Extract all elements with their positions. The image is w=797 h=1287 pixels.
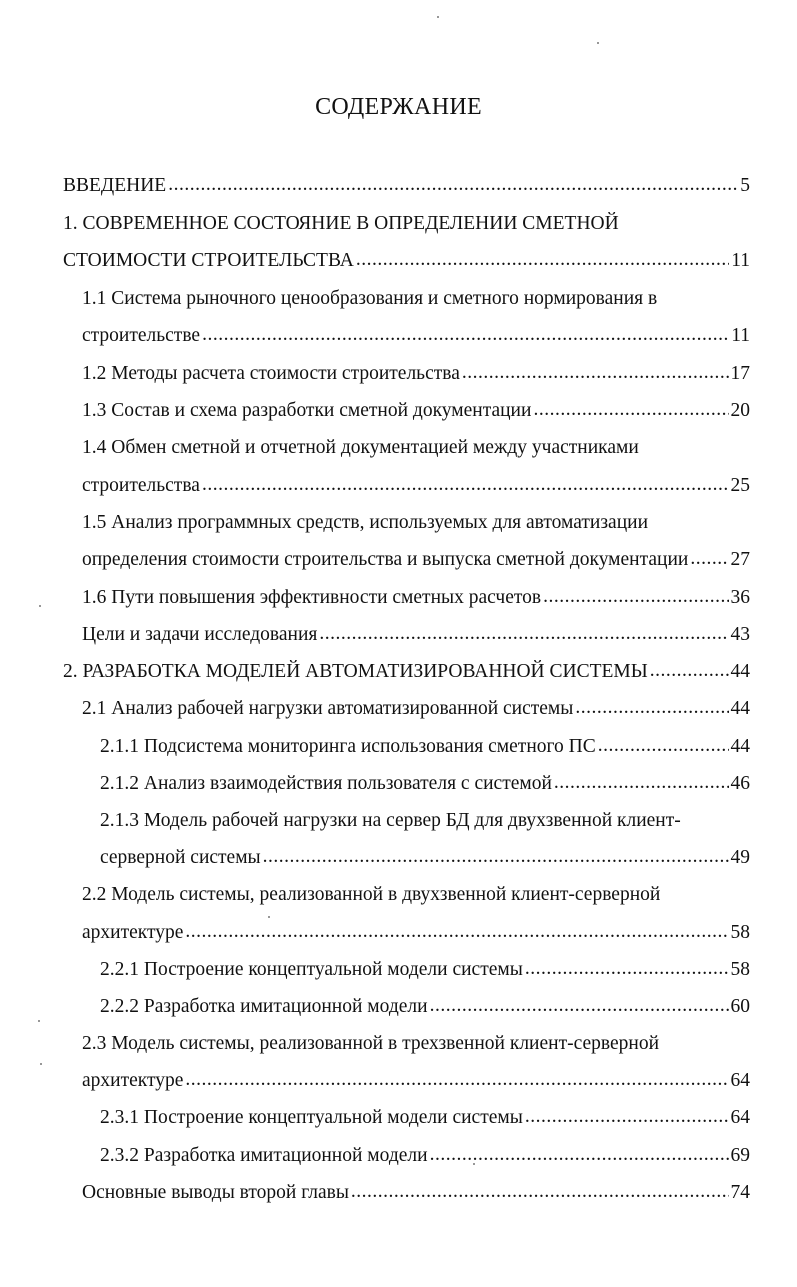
toc-entry-2-1-3-line2[interactable] bbox=[100, 846, 750, 870]
scan-speck bbox=[437, 16, 439, 18]
toc-entry-text: строительства bbox=[82, 475, 200, 496]
toc-page-number: 5 bbox=[740, 175, 750, 196]
toc-dot-leader bbox=[430, 994, 729, 1018]
toc-page-number: 58 bbox=[730, 922, 750, 943]
toc-entry-2-2-1[interactable] bbox=[100, 958, 750, 982]
toc-entry-2-3-line2[interactable] bbox=[82, 1069, 750, 1093]
toc-entry-text: 2.1.2 Анализ взаимодействия пользователя с системой bbox=[100, 773, 552, 794]
toc-dot-leader bbox=[690, 547, 728, 571]
toc-dot-leader bbox=[543, 585, 728, 609]
toc-entry-1-5-line2[interactable] bbox=[82, 548, 750, 572]
toc-dot-leader bbox=[462, 361, 729, 385]
toc-entry-introduction[interactable] bbox=[63, 174, 750, 198]
toc-entry-1-1-line2[interactable] bbox=[82, 324, 750, 348]
toc-entry-1-1-line1[interactable] bbox=[82, 287, 657, 311]
toc-entry-text: 1.1 Система рыночного ценообразования и сметного нормирования в bbox=[82, 288, 658, 309]
toc-entry-text: архитектуре bbox=[82, 1070, 184, 1091]
scan-speck bbox=[39, 605, 41, 607]
toc-page-number: 27 bbox=[730, 549, 750, 570]
toc-page-number: 20 bbox=[730, 400, 750, 421]
toc-entry-1-4-line2[interactable] bbox=[82, 474, 750, 498]
toc-page-number: 58 bbox=[730, 959, 750, 980]
toc-dot-leader bbox=[263, 845, 729, 869]
toc-entry-text: 1.4 Обмен сметной и отчетной документацией между участниками bbox=[82, 437, 639, 458]
toc-entry-chapter-2[interactable] bbox=[63, 660, 750, 684]
toc-entry-text: 2.3.2 Разработка имитационной модели bbox=[100, 1145, 428, 1166]
toc-entry-text: 2.3.1 Построение концептуальной модели системы bbox=[100, 1107, 523, 1128]
toc-entry-text: Цели и задачи исследования bbox=[82, 624, 318, 645]
toc-page-number: 69 bbox=[730, 1145, 750, 1166]
toc-entry-2-2-line2[interactable] bbox=[82, 921, 750, 945]
toc-entry-chapter-1-line1[interactable] bbox=[63, 212, 619, 236]
scan-speck bbox=[473, 1163, 475, 1165]
toc-entry-chapter-2-conclusions[interactable] bbox=[82, 1181, 750, 1205]
scan-speck bbox=[597, 42, 599, 44]
toc-dot-leader bbox=[356, 248, 729, 272]
scan-speck bbox=[268, 916, 270, 918]
toc-dot-leader bbox=[319, 622, 728, 646]
toc-entry-goals[interactable] bbox=[82, 623, 750, 647]
toc-entry-1-3[interactable] bbox=[82, 399, 750, 423]
toc-entry-text: серверной системы bbox=[100, 847, 261, 868]
toc-dot-leader bbox=[202, 323, 729, 347]
toc-page-number: 25 bbox=[730, 475, 750, 496]
toc-entry-1-6[interactable] bbox=[82, 586, 750, 610]
toc-dot-leader bbox=[533, 398, 728, 422]
toc-entry-2-3-line1[interactable] bbox=[82, 1032, 659, 1056]
toc-entry-text: Основные выводы второй главы bbox=[82, 1182, 349, 1203]
toc-page-number: 36 bbox=[730, 587, 750, 608]
toc-page-number: 44 bbox=[730, 698, 750, 719]
toc-dot-leader bbox=[598, 734, 729, 758]
toc-page-number: 46 bbox=[730, 773, 750, 794]
toc-entry-text: 2.1.1 Подсистема мониторинга использования сметного ПС bbox=[100, 736, 596, 757]
toc-entry-text: ВВЕДЕНИЕ bbox=[63, 175, 167, 196]
toc-entry-text: 2.1 Анализ рабочей нагрузки автоматизированной системы bbox=[82, 698, 574, 719]
page-title: СОДЕРЖАНИЕ bbox=[315, 94, 482, 120]
toc-page-number: 43 bbox=[730, 624, 750, 645]
toc-dot-leader bbox=[185, 1068, 728, 1092]
toc-entry-text: архитектуре bbox=[82, 922, 184, 943]
toc-dot-leader bbox=[554, 771, 729, 795]
toc-dot-leader bbox=[650, 659, 729, 683]
toc-entry-2-2-line1[interactable] bbox=[82, 883, 660, 907]
toc-dot-leader bbox=[351, 1180, 729, 1204]
toc-dot-leader bbox=[168, 173, 738, 197]
toc-entry-1-5-line1[interactable] bbox=[82, 511, 648, 535]
toc-entry-text: 1.2 Методы расчета стоимости строительства bbox=[82, 363, 460, 384]
toc-entry-2-1-2[interactable] bbox=[100, 772, 750, 796]
toc-entry-2-3-1[interactable] bbox=[100, 1106, 750, 1130]
toc-page-number: 11 bbox=[731, 250, 750, 271]
toc-page-number: 44 bbox=[730, 661, 750, 682]
toc-entry-text: 2.3 Модель системы, реализованной в трехзвенной клиент-серверной bbox=[82, 1033, 660, 1054]
toc-entry-text: 1.6 Пути повышения эффективности сметных расчетов bbox=[82, 587, 542, 608]
toc-entry-text: СТОИМОСТИ СТРОИТЕЛЬСТВА bbox=[63, 250, 354, 271]
toc-entry-2-1-3-line1[interactable] bbox=[100, 809, 681, 833]
toc-page-number: 60 bbox=[730, 996, 750, 1017]
toc-entry-text: 2.1.3 Модель рабочей нагрузки на сервер БД для двухзвенной клиент- bbox=[100, 810, 681, 831]
toc-entry-2-3-2[interactable] bbox=[100, 1144, 750, 1168]
toc-entry-text: 2.2.1 Построение концептуальной модели системы bbox=[100, 959, 523, 980]
toc-entry-chapter-1-line2[interactable] bbox=[63, 249, 750, 273]
toc-entry-text: определения стоимости строительства и выпуска сметной документации bbox=[82, 549, 689, 570]
toc-dot-leader bbox=[575, 696, 728, 720]
toc-entry-text: 1.3 Состав и схема разработки сметной документации bbox=[82, 400, 532, 421]
toc-page-number: 44 bbox=[730, 736, 750, 757]
toc-page-number: 64 bbox=[730, 1107, 750, 1128]
toc-page-number: 11 bbox=[731, 325, 750, 346]
toc-entry-text: строительстве bbox=[82, 325, 201, 346]
scan-speck bbox=[40, 1063, 42, 1065]
toc-page-number: 74 bbox=[730, 1182, 750, 1203]
toc-entry-2-1-1[interactable] bbox=[100, 735, 750, 759]
toc-dot-leader bbox=[525, 957, 729, 981]
toc-entry-2-2-2[interactable] bbox=[100, 995, 750, 1019]
toc-dot-leader bbox=[525, 1105, 729, 1129]
toc-dot-leader bbox=[202, 473, 729, 497]
toc-entry-text: 2.2 Модель системы, реализованной в двухзвенной клиент-серверной bbox=[82, 884, 661, 905]
toc-entry-text: 2.2.2 Разработка имитационной модели bbox=[100, 996, 428, 1017]
toc-entry-1-2[interactable] bbox=[82, 362, 750, 386]
scan-speck bbox=[38, 1020, 40, 1022]
toc-entry-text: 1. СОВРЕМЕННОЕ СОСТОЯНИЕ В ОПРЕДЕЛЕНИИ СМЕТНОЙ bbox=[63, 213, 619, 234]
toc-entry-2-1[interactable] bbox=[82, 697, 750, 721]
toc-page-number: 49 bbox=[730, 847, 750, 868]
toc-page-number: 17 bbox=[730, 363, 750, 384]
toc-entry-text: 1.5 Анализ программных средств, используемых для автоматизации bbox=[82, 512, 649, 533]
toc-entry-1-4-line1[interactable] bbox=[82, 436, 639, 460]
toc-dot-leader bbox=[185, 920, 728, 944]
toc-page-number: 64 bbox=[730, 1070, 750, 1091]
toc-entry-text: 2. РАЗРАБОТКА МОДЕЛЕЙ АВТОМАТИЗИРОВАННОЙ СИСТЕМЫ bbox=[63, 661, 648, 682]
